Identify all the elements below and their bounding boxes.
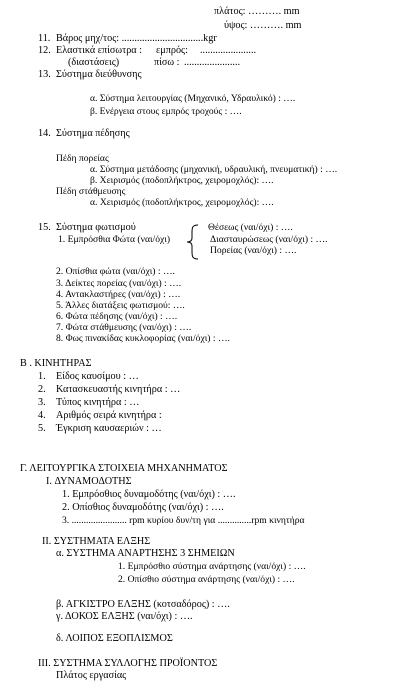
rear-hitch-item: 2. Οπίσθιο σύστημα ανάρτησης (ναι/όχι) : …. [118, 574, 295, 585]
engine-item-5: Έγκριση καυσαεριών : … [56, 423, 162, 434]
lighting-item-4: 4. Αντακλαστήρες (ναι/όχι) : …. [56, 289, 181, 300]
working-width-item: Πλάτος εργασίας [56, 670, 127, 681]
item-11-weight: Βάρος μηχ/τος: ................................kgr [56, 33, 217, 44]
height-line: ύψος: ………. mm [224, 20, 302, 31]
item-12-front-label: εμπρός: [156, 45, 188, 56]
three-point-title: α. ΣΥΣΤΗΜΑ ΑΝΑΡΤΗΣΗΣ 3 ΣΗΜΕΙΩΝ [56, 548, 235, 559]
engine-item-1: Είδος καυσίμου : … [56, 371, 139, 382]
driving-lights: Πορείας (ναι/όχι) : …. [210, 245, 297, 256]
lighting-item-2: 2. Οπίσθια φώτα (ναι/όχι) : …. [56, 266, 175, 277]
other-equipment-item: δ. ΛΟΙΠΟΣ ΕΞΟΠΛΙΣΜΟΣ [56, 633, 173, 644]
lighting-item-5: 5. Άλλες διατάξεις φωτισμού: …. [56, 300, 185, 311]
engine-item-4: Αριθμός σειρά κινητήρα : [56, 410, 162, 421]
engine-item-2: Κατασκευαστής κινητήρα : … [56, 384, 181, 395]
lighting-item-3: 3. Δείκτες πορείας (ναι/όχι) : …. [56, 278, 182, 289]
item-13-steering: Σύστημα διεύθυνσης [56, 69, 142, 80]
front-lights: 1. Εμπρόσθια Φώτα (ναι/όχι) [58, 234, 171, 245]
section-b-heading: Β . ΚΙΝΗΤΗΡΑΣ [20, 358, 92, 369]
item-12-tires: Ελαστικά επίσωτρα : [56, 45, 143, 56]
item-11-number: 11. [38, 33, 51, 44]
pto-title: I. ΔΥΝΑΜΟΔΟΤΗΣ [46, 476, 132, 487]
tow-hook-item: β. ΑΓΚΙΣΤΡΟ ΕΛΞΗΣ (κοτσαδόρος) : …. [56, 599, 230, 610]
steering-item-a: α. Σύστημα λειτουργίας (Μηχανικό, Υδραυλικό) : …. [90, 93, 296, 104]
engine-item-4-number: 4. [38, 410, 46, 421]
width-line: πλάτος: ………. mm [214, 6, 300, 17]
position-lights: Θέσεως (ναι/όχι) : …. [208, 222, 293, 233]
dipped-lights: Διασταυρώσεως (ναι/όχι) : …. [210, 234, 328, 245]
engine-item-3-number: 3. [38, 397, 46, 408]
item-14-braking: Σύστημα πέδησης [56, 128, 130, 139]
pto-item-2: 2. Οπίσθιος δυναμοδότης (ναι/όχι) : …. [62, 502, 224, 513]
lighting-item-7: 7. Φώτα στάθμευσης (ναι/όχι) : …. [56, 322, 192, 333]
harvest-system-title: III. ΣΥΣΤΗΜΑ ΣΥΛΛΟΓΗΣ ΠΡΟΪΟΝΤΟΣ [38, 658, 218, 669]
parking-brake-item-a: α. Χειρισμός (ποδοπλήκτρος, χειρομοχλός): …. [90, 197, 274, 208]
drawbar-item: γ. ΔΟΚΟΣ ΕΛΞΗΣ (ναι/όχι) : …. [56, 611, 193, 622]
service-brake-item-b: β. Χειρισμός (ποδοπλήκτρος, χειρομοχλός): …. [90, 175, 274, 186]
pto-item-1: 1. Εμπρόσθιος δυναμοδότης (ναι/όχι) : …. [62, 489, 236, 500]
item-13-number: 13. [38, 69, 51, 80]
item-12-rear-label: πίσω : [154, 57, 180, 68]
engine-item-2-number: 2. [38, 384, 46, 395]
engine-item-5-number: 5. [38, 423, 46, 434]
item-15-number: 15. [38, 222, 51, 233]
item-12-number: 12. [38, 45, 51, 56]
item-12-rear-dots: ...................... [184, 57, 241, 68]
parking-brake-label: Πέδη στάθμευσης [56, 186, 126, 197]
service-brake-label: Πέδη πορείας [56, 153, 109, 164]
front-hitch-item: 1. Εμπρόσθιο σύστημα ανάρτησης (ναι/όχι) : …. [118, 561, 306, 572]
pto-item-3: 3. ....................... rpm κυρίου δυν/τη για ..............rpm κινητήρα [62, 515, 305, 526]
lighting-item-6: 6. Φώτα πέδησης (ναι/όχι) : …. [56, 311, 178, 322]
item-14-number: 14. [38, 128, 51, 139]
steering-item-b: β. Ενέργεια στους εμπρός τροχούς : …. [90, 106, 242, 117]
item-15-lighting: Σύστημα φωτισμού [56, 222, 136, 233]
item-12-dimensions: (διαστάσεις) [68, 57, 120, 68]
curly-brace-icon [186, 224, 200, 260]
item-12-front-dots: ...................... [200, 45, 257, 56]
engine-item-3: Τύπος κινητήρα : … [56, 397, 140, 408]
engine-item-1-number: 1. [38, 371, 46, 382]
traction-title: II. ΣΥΣΤΗΜΑΤΑ ΕΛΞΗΣ [42, 536, 151, 547]
section-c-heading: Γ. ΛΕΙΤΟΥΡΓΙΚΑ ΣΤΟΙΧΕΙΑ ΜΗΧΑΝΗΜΑΤΟΣ [20, 463, 228, 474]
lighting-item-8: 8. Φως πινακίδας κυκλοφορίας (ναι/όχι) : …. [56, 333, 230, 344]
service-brake-item-a: α. Σύστημα μετάδοσης (μηχανική, υδραυλική, πνευματική) : …. [90, 164, 338, 175]
